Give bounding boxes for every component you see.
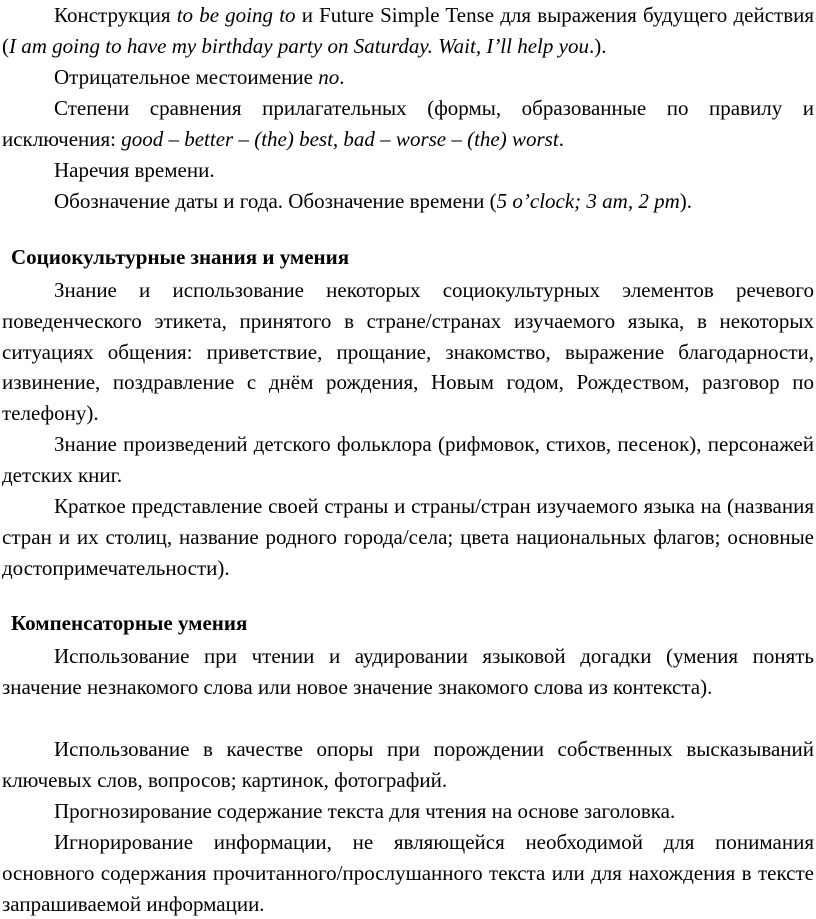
paragraph-adverbs-of-time [2, 155, 814, 186]
paragraph-folklore: Знание произведений детского фольклора (рифмовок, стихов, песенок), персонажей детских книг. [2, 432, 814, 487]
italic-example: 5 o’clock; 3 am, 2 pm [496, 189, 680, 213]
text-segment: и Future Simple Tense для выражения будущего действия ( [2, 3, 815, 58]
text-segment: . [558, 126, 564, 151]
text-segment: Отрицательное местоимение [54, 65, 319, 89]
paragraph-forecasting: Прогнозирование содержание текста для чтения на основе заголовка. [54, 799, 676, 823]
italic-term: to be going to [176, 3, 296, 27]
text-segment: Наречия времени. [54, 158, 215, 182]
paragraph-date-time [2, 186, 814, 217]
paragraph-language-guess: Использование при чтении и аудировании языковой догадки (умения понять значение незнакомого слова или новое значение знакомого слова из контекста). [2, 644, 814, 699]
text-segment: Конструкция [54, 3, 177, 27]
text-segment: Обозначение даты и года. Обозначение времени ( [54, 189, 497, 213]
paragraph-etiquette: Знание и использование некоторых социокультурных элементов речевого поведенческого этикета, принятого в стране/странах изучаемого языка, в некоторых ситуациях общения: приветствие, прощание, знакомство, выражение благодарности, извинение, поздравление с днём рождения, Новым годом, Рождеством, разговор по телефону). [2, 278, 814, 426]
paragraph-going-to-future-simple [2, 0, 814, 62]
section-heading-sociocultural: Социокультурные знания и умения [11, 245, 350, 269]
paragraph-keywords-support: Использование в качестве опоры при порождении собственных высказываний ключевых слов, вопросов; картинок, фотографий. [2, 737, 814, 792]
paragraph-negative-pronoun [2, 62, 814, 93]
paragraph-country-presentation: Краткое представление своей страны и страны/стран изучаемого языка на (названия стран и их столиц, название родного города/села; цвета национальных флагов; основные достопримечательности). [2, 494, 814, 580]
text-segment: . [339, 65, 345, 89]
text-segment: ). [679, 189, 693, 213]
section-heading-compensatory: Компенсаторные умения [11, 611, 248, 635]
text-segment: Степени сравнения прилагательных (формы, образованные по правилу и исключения: [2, 96, 814, 151]
italic-term: no [318, 65, 340, 89]
paragraph-adjective-degrees [2, 93, 814, 155]
italic-example: I am going to have my birthday party on Saturday. Wait, I’ll help you [9, 33, 589, 58]
paragraph-ignoring-info: Игнорирование информации, не являющейся необходимой для понимания основного содержания прочитанного/прослушанного текста или для нахождения в тексте запрашиваемой информации. [2, 830, 814, 916]
italic-example: good – better – (the) best, bad – worse – (the) worst [121, 126, 559, 151]
text-segment: .). [588, 33, 607, 58]
